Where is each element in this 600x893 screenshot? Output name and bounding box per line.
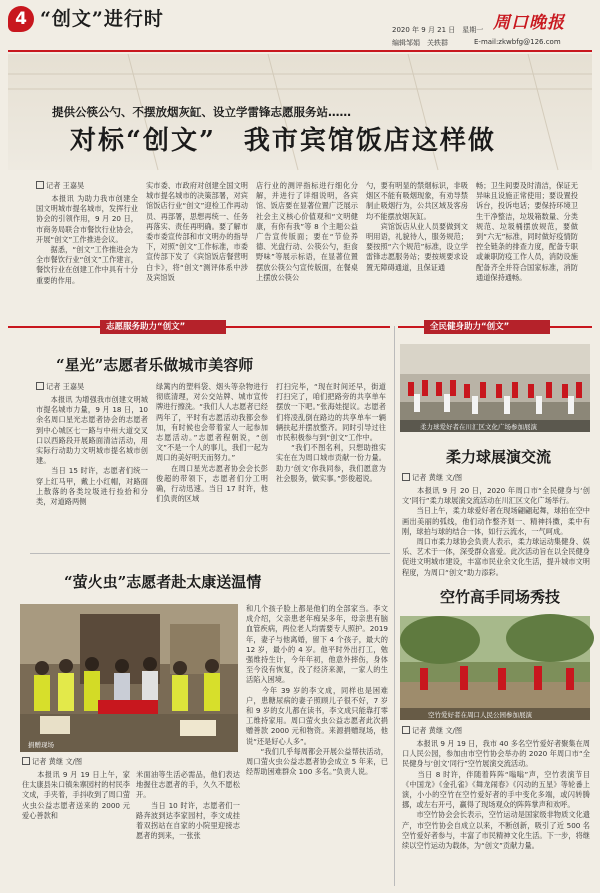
rouliqiu-photo	[400, 344, 590, 432]
left-bottom-column-3: 和几个孩子脸上都是他们的全部家当。李文成介绍，父亲患老年痴呆多年，母亲患有脑血管疾病，两位老人均需要专人照护。2019 年，妻子与他离婚，留下 4 个孩子，最大的 12 岁，最小的 4 岁。他平时外出打工，勉强维持生计，今年年初，他意外摔伤，身体至今没有恢复，没了经济来源，一家人的生活陷入困境。 今年 39 岁的李文成，同样也是困难户，患糖尿病的妻子照顾儿子很不好，7 岁和 9 岁的女儿都在读书，李文成只能靠打零工维持家用。周口萤火虫公益志愿者此次捐赠善款 2000 元和物资。来源捐赠现场，他说“还是好心人多”。 “我们几乎每周都会开展公益帮扶活动，周口萤火虫公益志愿者协会成立 5 年来，已经帮助困难群众 100 多名。”负责人说。	[246, 604, 388, 777]
rouliqiu-byline	[402, 473, 462, 483]
rouliqiu-headline: 柔力球展演交流	[446, 448, 552, 466]
kongzhu-byline-text: 记者 黄继 文/图	[412, 726, 463, 735]
rouliqiu-photo-caption: 柔力球爱好者在川汇区文化广场参加展演	[420, 423, 537, 431]
kongzhu-byline	[402, 726, 462, 736]
left-story-separator	[30, 553, 390, 554]
rouliqiu-photo-graphic	[400, 344, 590, 432]
byline-square-icon	[402, 473, 410, 481]
byline-square-icon	[36, 181, 44, 189]
rouliqiu-byline-text: 记者 黄继 文/图	[412, 473, 463, 482]
feature-column-4: 勺，要有明显的禁烟标识，非吸烟区不能有吸烟现象，有劝导禁制止吸烟行为，公共区域及客房均不能摆放烟灰缸。 宾馆饭店从业人员要做到文明用语，礼貌待人，服务规范；要按照“六个规范”标准，设立学雷锋志愿服务站；要按规要求设置无障碍通道，且保证通	[366, 181, 468, 272]
kongzhu-body: 本报讯 9 月 19 日，我市 40 多名空竹爱好者聚集在周口人民公园，参加由市空竹协会举办的 2020 年周口市“全民健身与‘创文’同行”空竹展演交流活动。 当日 8 时许，伴随着阵阵“嗡嗡”声，空竹表演节目《中国龙》《金孔雀》《舞龙闹春》《闪动的五星》等轮番上演，小小的空竹在空竹爱好者的手中变化多端，或闪转腾挪，或左右开弓，赢得了现场观众的阵阵掌声和欢呼。 市空竹协会会长表示，空竹运动是国家级非物质文化遗产，市空竹协会自成立以来，不断创新，吸引了近 500 名空竹爱好者参与，丰富了市民精神文化生活。下一步，将继续以空竹运动为载体，为“创文”贡献力量。	[402, 739, 590, 851]
section-title: “创文”进行时	[40, 8, 164, 30]
masthead-rule	[8, 50, 592, 52]
left-section-banner: 志愿服务助力“创文”	[100, 320, 226, 334]
kongzhu-photo-graphic	[400, 616, 590, 720]
page-number-badge: 4	[8, 6, 34, 32]
feature-kicker: 提供公筷公勺、不摆放烟灰缸、设立学雷锋志愿服务站……	[52, 105, 351, 119]
left-bottom-column-2: 米面油等生活必需品，他们表达地握住志愿者的手，久久不愿松开。 当日 10 时许，志愿者们一路奔波到达李家园村，李文成挂着双拐站在自家的小院里迎接志愿者的到来，一张张	[136, 770, 240, 841]
feature-column-1: 本报讯 为助力我市创建全国文明城市提名城市，发挥行业协会的引领作用，9 月 20 日，市商务局联合市餐饮行业协会，开展“创文”工作推进会议。 据悉，“创文”工作推进会为全市餐饮行业“创文”工作建言，餐饮行业在创建工作中具有十分重要的作用。	[36, 194, 138, 285]
left-top-column-2: 绿篱内的塑料袋、烟头等杂物进行彻底清理，对公交站牌、城市宣传牌进行擦洗。“我们人人志愿者已经两年了，平时有志愿活动我都会参加，有时候也会带着家人一起参加志愿活动。”志愿者程朝说，“创文”不是一个人的事儿，我们一起为周口的美好明天而努力。” 在周口星光志愿者协会会长彭俊超的带领下，志愿者们分工明确，行动迅速。当日 17 时许，他们负责的区域	[156, 382, 268, 504]
editors: 编辑邹娟 关轶群	[392, 39, 448, 47]
left-bottom-byline	[22, 757, 82, 767]
donation-photo-caption: 捐赠现场	[28, 741, 54, 749]
kongzhu-photo	[400, 616, 590, 720]
rouliqiu-body: 本报讯 9 月 20 日，2020 年周口市“全民健身与‘创文’同行”柔力球展演交流活动在川汇区文化广场举行。 当日上午，柔力球爱好者在现场翩翩起舞，球拍在空中画出美丽的弧线，他们动作整齐划一、精神抖擞，柔中有刚，球拍与球的结合一体，如行云流水，一气呵成。 周口市柔力球协会负责人表示，柔力球运动集健身、娱乐、艺术于一体，深受群众喜爱。此次活动旨在以全民健身促进文明城市建设，丰富市民业余文化生活，提升城市文明程度，为周口“创文”助力添彩。	[402, 486, 590, 577]
feature-byline	[36, 181, 84, 191]
left-top-headline: “星光”志愿者乐做城市美容师	[56, 356, 254, 374]
contact-email: E-mail:zkwbfg@126.com	[474, 38, 561, 46]
issue-date: 2020 年 9 月 21 日 星期一	[392, 26, 484, 34]
left-bottom-headline: “萤火虫”志愿者赴太康送温情	[64, 573, 262, 591]
byline-square-icon	[36, 382, 44, 390]
feature-column-5: 畅；卫生间要及时清洁，保证无异味且设施正常使用；要设置投诉台，投诉电话；要保持环境卫生干净整洁，垃圾箱数量、分类规范、垃圾桶摆放规范，要做到“六无”标准，同时做好疫情防控全链条的排查力度，配备专职或兼职防疫工作人员，消防设施配备齐全并符合国家标准，消防通道保持通畅。	[476, 181, 578, 282]
right-section-banner: 全民健身助力“创文”	[424, 320, 550, 334]
feature-column-3: 店行业的测评指标进行细化分解，并进行了详细说明，各宾馆、饭店要在显著位置广泛展示社会主义核心价值观和“文明健康，有你有我”等 8 个主题公益广告宣传版面；要在“节俭养德、光盘行动、公筷公勺，拒食野味”等展示标语，在显著位置摆放公筷公勺宣传版面，在餐桌上摆放公筷公	[256, 181, 358, 282]
byline-square-icon	[402, 726, 410, 734]
left-top-byline-text: 记者 王嘉昊	[46, 382, 85, 391]
donation-photo-graphic	[20, 604, 238, 752]
donation-photo	[20, 604, 238, 752]
left-top-byline	[36, 382, 84, 392]
left-bottom-byline-text: 记者 黄继 文/图	[32, 757, 83, 766]
left-top-column-3: 打扫完毕，“现在时间还早，街道打扫完了，咱们把路旁的共享单车摆放一下吧。”张海娃提议。志愿者们将凌乱倒在路边的共享单车一辆辆扶起并摆放整齐。同时引导过往市民积极参与到“创文”工作中。 “我们不图名利，只想助推实实在在为周口城市贡献一份力量。助力‘创文’你我同参，我们愿意为社会服务，做实事。”彭俊超说。	[276, 382, 386, 483]
newspaper-logo: 周口晚报	[493, 13, 565, 33]
left-top-column-1: 本报讯 为增强我市创建文明城市提名城市力量，9 月 18 日，10 余名周口星光志愿者协会的志愿者到中心城区七一路与中州大道交叉口以西路段开展路面清洁活动，用实际行动助力文明城市提名城市创建。 当日 15 时许，志愿者们统一穿上红马甲，戴上小红帽，对路面上散落的各类垃圾进行捡拾和分类，对道路两侧	[36, 395, 148, 507]
kongzhu-headline: 空竹高手同场秀技	[440, 588, 561, 606]
feature-byline-text: 记者 王嘉昊	[46, 181, 85, 190]
byline-square-icon	[22, 757, 30, 765]
feature-headline: 对标“创文” 我市宾馆饭店这样做	[70, 126, 496, 156]
feature-column-2: 实市委、市政府对创建全国文明城市提名城市的决策部署，对宾馆饭店行业“创文”迎检工作再动员、再部署，思想再统一、任务再落实、责任再明确。要了解市委市委宣传部和市文明办的指导下，对照“创文”工作标准，市委宣传部下发了《宾馆饭店餐营明白卡》，将“创文”测评体系中涉及宾馆饭	[146, 181, 248, 282]
column-divider	[394, 326, 395, 886]
left-bottom-column-1: 本报讯 9 月 19 日上午，家住太康县朱口镇朱寨园村的村民李文成，手夹着，手抖收到了周口萤火虫公益志愿者送来的 2000 元爱心善款和	[22, 770, 130, 820]
kongzhu-photo-caption: 空竹爱好者在周口人民公园参加展演	[428, 711, 532, 719]
